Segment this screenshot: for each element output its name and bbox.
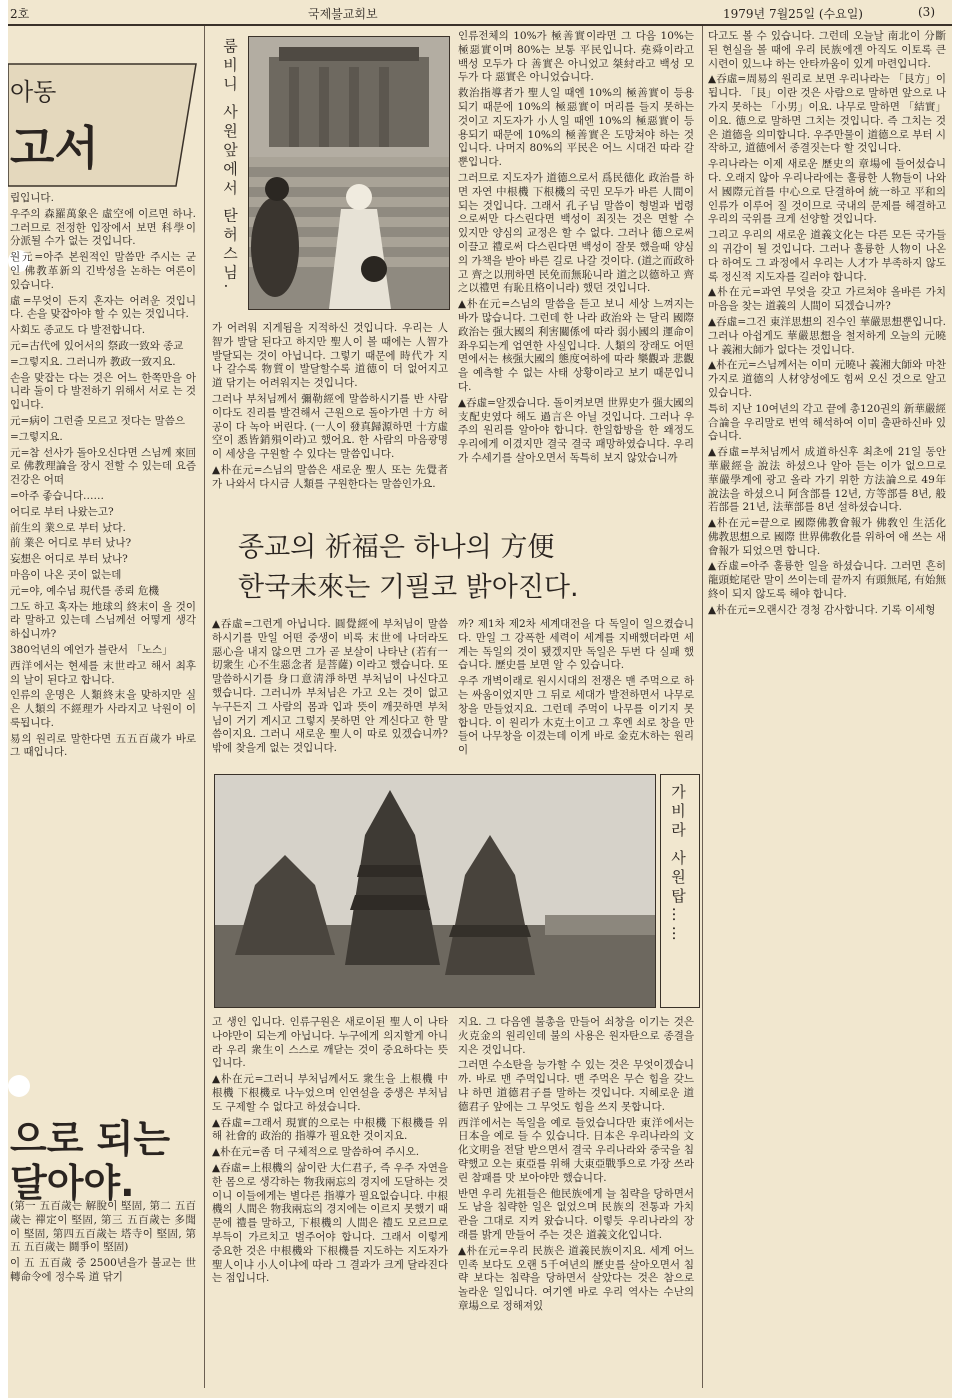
paragraph: 虛=무엇이 든지 혼자는 어려운 것입니다. 손을 맞잡아야 할 수 있는 것입니다. [10,294,196,321]
paragraph: 마음이 나온 곳이 없는데 [10,568,122,581]
paragraph: 그러나 부처님께서 彌勒經에 말씀하시기를 반 사람이다도 진리를 발견해서 근원으로 돌아가면 十方 허공이 다 녹아 버린다. (一人이 發真歸源하면 十方虛空이 悉皆銷殞이라)고 했어요. 한 사람의 마음광명이 세상을 구원할 수 있다는 말씀입니다. [212,392,448,461]
issue-date: 1979년 7월25일 (수요일) [723,7,863,21]
article-column-lower-left [212,618,448,770]
paragraph: 그리고 우리의 새로운 道義文化는 다른 모든 국가들의 귀감이 될 것입니다. 그러나 훌륭한 人物이 나온다 하여도 그 과정에서 우리는 人才가 부족하지 않도록 정신적 지도자를 길러야 합니다. [708,229,946,283]
paragraph: 妄想은 어디로 부터 났나? [10,553,128,566]
paragraph: 西洋에서는 독일을 예로 들었습니다만 東洋에서는 日本을 예로 들 수 있습니다. 日本은 우리나라의 文化文明을 전달 받으면서 결국 우리나라와 중국을 침략했고 오는 東亞를 위해 大東亞戰爭으로 가장 쓰라린 참패를 맛 보아야만 했습니다. [458,1116,694,1184]
paragraph: 지요. 그 다음엔 불총을 만들어 쇠창을 이기는 것은 火克金의 원리인데 불의 사용은 원자탄으로 종결을 지은 것입니다. [458,1016,694,1056]
paragraph: 어디로 부터 나왔는고? [10,505,114,518]
paragraph: ▲吞虛=上根機의 삶이란 大仁君子, 즉 우주 자연을 한 몸으로 생각하는 物我兩忘의 경지에 도달하는 것이니 이들에게는 별다른 指導가 필요없습니다. 中根機의 人間은 物我兩忘의 경지에는 이르지 못했기 때문에 禮를 말하고, 下根機의 人間은 禮도 모르므로 부득이 가르치고 벌주어야 합니다. 그래서 이렇게 중요한 것은 中根機와 下根機를 지도하는 지도자가 聖人이냐 小人이냐에 따라 그 결과가 크게 달라진다는 점입니다. [212,1161,448,1285]
main-headline-line1: 종교의 祈福은 하나의 方便 [238,532,555,563]
page-issue-fragment: 2호 [10,7,30,21]
paragraph: 救治指導者가 聖人일 때엔 10%의 極善實이 등용되기 때문에 10%의 極惡實이 머리를 들지 못하는 것이고 지도자가 小人일 때엔 10%의 極惡實이 등용되기 때문에 10%의 極善實은 도망쳐야 하는 것입니다. 나머지 80%의 平民은 어느 시대건 따라 갈 뿐입니다. [458,87,694,169]
newspaper-name: 국제불교회보 [308,7,378,21]
paragraph: 元=참 선사가 돌아오신다면 스님께 來回로 佛教理論을 장시 전할 수 있는데 요즘 건강은 어떠 [10,446,196,487]
paragraph: 인류전체의 10%가 極善實이라면 그 다음 10%는 極惡實이며 80%는 보통 平民입니다. 堯舜이라고 백성 모두가 다 善實은 아니었고 桀紂라고 백성 모두가 다 惡實은 아니었습니다. [458,30,694,84]
sub-headline-line2: 달아야. [10,1161,135,1205]
paragraph: 립입니다. [10,192,54,204]
article-column-center-right [458,30,694,516]
paragraph: 인류의 운명은 人類終末을 맞하지만 실은 人類의 不經理가 사라지고 낙원이 이룩됩니다. [10,689,196,729]
page-number: (3) [918,5,935,19]
paragraph: (第一 五百歲는 解脫이 堅固, 第二 五百歲는 禪定이 堅固, 第三 五百歲는 多聞이 堅固, 第四五百歲는 塔寺이 堅固, 第五 五百歲는 鬪爭이 堅固) [10,1200,196,1254]
paragraph: ▲吞虛=알겠습니다. 돌이켜보면 世界史가 强大國의 支配史였다 해도 過言은 아닐 것입니다. 그러나 우주의 원리를 알아야 합니다. 한일합방을 한 왜정도 우리에게 이겼지만 결국 결국 패망하였습니다. 우리가 수세기를 살아오면서 독특히 보지 않았습니까 [458,396,694,464]
paragraph: 그도 하고 혹자는 地球의 終末이 올 것이라 말하고 있는데 스님께선 어떻게 생각하십니까? [10,600,196,641]
page-header [8,0,952,26]
paragraph: ▲朴在元=스님의 말씀은 새로운 聖人 또는 先覺者가 나와서 다시금 人類를 구원한다는 말씀인가요. [212,463,448,490]
article-column-lower-right [458,618,694,770]
paragraph: 우리나라는 이제 새로운 歷史의 章場에 들어섰습니다. 오래지 않아 우리나라에는 훌륭한 人物들이 나와서 國際元首를 中心으로 단결하여 統一하고 平和의 인류가 이루어 질 것이므로 국내의 문제를 해결하고 우리의 국위를 크게 선양할 것입니다. [708,158,946,226]
paragraph: ▲朴在元=그러니 부처님께서도 衆生을 上根機 中根機 下根機로 나누었으며 인연설을 중생은 부처님도 구제할 수 없다고 하셨습니다. [212,1073,448,1113]
paragraph: 반면 우리 先祖들은 他民族에게 늘 침략을 당하면서도 남을 침략한 일은 없었으며 民族의 전통과 가치관을 그대로 지켜 왔습니다. 이렇듯 우리나라의 장래를 밝게 만들어 주는 것은 道義文化입니다. [458,1187,694,1241]
article-column-upper-center [212,322,448,518]
paragraph: ▲吞虛=그건 東洋思想의 진수인 華嚴思想뿐입니다. 그러나 아쉽게도 華嚴思想을 철저하게 오늘의 元曉나 義湘大師가 없다는 것입니다. [708,315,946,356]
paragraph: 손을 맞잡는 다는 것은 어느 한쪽만을 아니라 둘이 다 발전하기 위해서 서로 는 것입니다. [10,371,196,412]
article-column-bottom-left [212,1016,448,1390]
article-column-left-bottom [10,1200,196,1392]
paragraph: 그러면 수소탄을 능가할 수 있는 것은 무엇이겠습니까. 바로 맨 주먹입니다. 맨 주먹은 무슨 힘을 갖느냐 하면 道德君子를 말하는 것입니다. 지혜로운 道德君子 앞에는 그 무엇도 힘을 쓰지 못합니다. [458,1059,694,1113]
paragraph: ▲朴在元=과연 무엇을 갖고 가르쳐야 올바른 가치 마음을 찾는 道義의 人間이 되겠습니까? [708,286,946,313]
paragraph: ▲朴在元=우리 民族은 道義民族이지요. 세계 어느 민족 보다도 오랜 5千여년의 歷史를 살아오면서 침략 보다는 침략을 당하면서 살았다는 것은 참으로 놀라운 일입니다. 여기엔 바로 우리 역사는 수난의 章場으로 정해져있 [458,1244,694,1312]
column-rule [204,26,205,1388]
monk-at-temple-image [249,37,449,309]
paragraph: ▲吞虛=부처님께서 成道하신후 최초에 21일 동안 華嚴經을 說法 하셨으나 알아 듣는 이가 없으므로 華嚴學계에 광고 올라 가기 위한 方法論으로 49年 說法을 하셨으니 阿含部를 12년, 方等部를 8년, 般若部를 21년, 法華部를 8년 설하셨습니다. [708,446,946,514]
paragraph: 元=病이 그런줄 모르고 젓다는 말씀으 [10,414,186,427]
photo-caption-top: 룸비니 사원앞에서 탄허스님. [221,38,239,293]
paragraph: ▲朴在元=스님께서는 이미 元曉나 義湘大師와 마찬가지로 道德의 人材양성에도 힘써 오신 것으로 알고 있습니다. [708,359,946,399]
paragraph: ▲朴在元=끝으로 國際佛教會報가 佛敎인 生活化 佛教思想으로 國際 世界佛敎化를 위하여 애 쓰는 새 會報가 되었으면 합니다. [708,517,946,557]
paragraph: 西洋에서는 현세를 末世라고 해서 최후의 날이 된다고 합니다. [10,659,196,686]
paragraph: 元=야, 예수님 現代를 종뢰 危機 [10,584,159,597]
newspaper-page [8,0,952,1398]
article-column-right [708,30,946,1392]
paragraph: ▲朴在元=스님의 말씀을 듣고 보니 세상 느껴지는 바가 많습니다. 그런데 한 나라 政治와 는 달리 國際政治는 强大國의 利害關係에 따라 弱小國의 運命이 좌우되는게 엄연한 사실입니다. 人類의 장래도 어떤 면에서는 核强大國의 態度여하에 따라 樂觀과 悲觀을 예측할 수 없는 사태 상황이라고 보기 때문입니다. [458,298,694,393]
paragraph: =아주 좋습니다…… [10,489,104,502]
main-headline-line2: 한국未來는 기필코 밝아진다. [238,572,579,603]
paragraph: ▲吞虛=아주 훌륭한 일을 하셨습니다. 그러면 흔히 龍頭蛇尾란 말이 쓰이는데 끝까지 有頭無尾, 有始無終이 되지 않도록 해야 합니다. [708,560,946,601]
paragraph: 까? 제1차 제2차 세계대전을 다 독일이 일으켰습니다. 만일 그 강폭한 세력이 세계를 지배했더라면 세계는 독일의 것이 됐겠지만 독일은 두번 다 실패 했습니다. 歷史를 보면 알 수 있습니다. [458,618,694,672]
paragraph: 가 어려워 지게됨을 지적하신 것입니다. 우리는 人智가 발달 된다고 하지만 聖人이 볼 때에는 人智가 발달되는 것이 아닙니다. 그렇기 때문에 時代가 지나 갈수록 物質이 발달할수록 道德이 더 없어지고 道 닦기는 어려워지는 것입니다. [212,322,448,390]
temple-pagoda-photo [214,774,656,1008]
title-fragment-large: 고서 [10,121,99,175]
paragraph: ▲朴在元=좀 더 구체적으로 말씀하여 주시오. [212,1146,420,1159]
paragraph: 우주 개벽이래로 원시시대의 전쟁은 맨 주먹으로 하는 싸움이었지만 그 뒤로 세대가 발전하면서 나무로 창을 만들었지요. 그런데 주먹이 나무를 이기지 못합니다. 이 원리가 木克土이고 그 후엔 쇠로 창을 만들어 나무창을 이겼는데 이게 바로 金克木하는 원리이 [458,675,694,757]
paragraph: 다고도 볼 수 있습니다. 그런데 오늘날 南北이 分斷된 현실을 볼 때에 우리 民族에겐 아직도 이토록 큰 시련이 있느냐 하는 안타까움이 있게 마련입니다. [708,30,946,70]
paragraph: ▲吞虛=그런게 아닙니다. 圓覺經에 부처님이 말씀하시기를 만일 어떤 중생이 비록 末世에 나더라도 惡心을 내지 않으면 그가 곧 보살이 나타난 (若有一切衆生 心不生惡念者 是菩薩) 이라고 했습니다. 또 말씀하시기를 身口意淸淨하면 부처님이 나신다고 했습니다. 그러니까 부처님은 가고 오는 것이 없고 누구든지 그 사람의 몸과 입과 뜻이 깨끗하면 부처님이 거기 계시고 그렇지 못하면 안 계신다고 한 말씀이지요. 그러니 새로운 聖人이 따로 있겠습니까? 밖에 찾을게 없는 것입니다. [212,618,448,755]
paragraph: ▲吞虛=그래서 現實的으로는 中根機 下根機를 위해 社會的 政治的 指導가 필요한 것이지요. [212,1116,448,1143]
paragraph: 그러므로 지도자가 道德으로서 爲民德化 政治를 하면 자연 中根機 下根機의 국민 모두가 바른 人間이 되는 것입니다. 그래서 孔子님 말씀이 형벌과 법령으로써만 다스린다면 백성이 죄짓는 것은 면할 수 있지만 양심의 교정은 할 수 없다. 그러나 德으로써 이끌고 禮로써 다스린다면 백성이 잘못 했을때 양심의 가책을 받아 바른 길로 나갈 것이다. (道之而政하고 齊之以刑하면 民免而無恥니라 道之以德하고 齊之以禮면 有恥且格이니라) 했던 것입니다. [458,171,694,295]
paragraph: 고 생인 입니다. 인류구원은 새로이된 聖人이 나타나야만이 되는게 아닙니다. 누구에게 의지할게 아니라 우리 衆生이 스스로 깨닫는 것이 중요하다는 뜻입니다. [212,1016,448,1070]
stone-pagoda-image [215,775,655,1007]
article-column-left [10,192,196,1104]
paragraph: =그렇지요. 그러니까 教政一致지요. [10,355,176,368]
paragraph: 사회도 종교도 다 발전합니다. [10,324,146,337]
paragraph: 易의 원리로 말한다면 五五百歲가 바로 그 때입니다. [10,732,196,759]
paragraph: 380억년의 예언가 블란서 「노스」 [10,643,173,656]
column-rule [702,26,703,1388]
paragraph: 前 業은 어디로 부터 났나? [10,537,132,550]
temple-steps-photo [248,36,450,310]
paragraph: ▲吞虛=周易의 원리로 보면 우리나라는 「艮方」이 됩니다. 「艮」이란 것은 사람으로 말하면 앞으로 나가지 못하는 「小男」이요. 나무로 말하면 「結實」이요. 德으로 말하면 그치는 것입니다. 즉 그치는 것은 道德을 의미합니다. 우주만물이 道德으로 부터 시작하고, 道德에서 종결짓는다 할 것입니다. [708,73,946,155]
paragraph: 특히 지난 10여년의 각고 끝에 총120권의 新華嚴經合論을 우리말로 번역 해석하여 이미 출판하신바 있습니다. [708,402,946,443]
title-fragment-small: 아동 [10,78,57,106]
paragraph: ▲朴在元=오랜시간 경청 감사합니다. 기록 이세형 [708,603,936,616]
article-column-bottom-right [458,1016,694,1390]
paragraph: 우주의 森羅萬象은 虛空에 이르면 하나.그러므로 전정한 입장에서 보면 科學이 分派될 수가 없는 것입니다. [10,207,196,248]
paragraph: 元=古代에 있어서의 祭政一致와 종교 [10,339,184,352]
paragraph: 이 五 五百歲 중 2500년을가 불교는 世轉命令에 정수록 道 닦기 [10,1257,196,1283]
paragraph: 원元=아주 본원적인 말씀만 주시는 군 인 佛教革新의 긴박성을 논하는 여론이 있습니다. [10,251,196,291]
paragraph: 前生의 業으로 부터 났다. [10,521,126,534]
sub-headline-line1: 으로 되는 [10,1117,171,1161]
photo-caption-bottom: 가비라 사원탑…… [669,784,687,945]
paragraph: =그렇지요. [10,430,63,443]
